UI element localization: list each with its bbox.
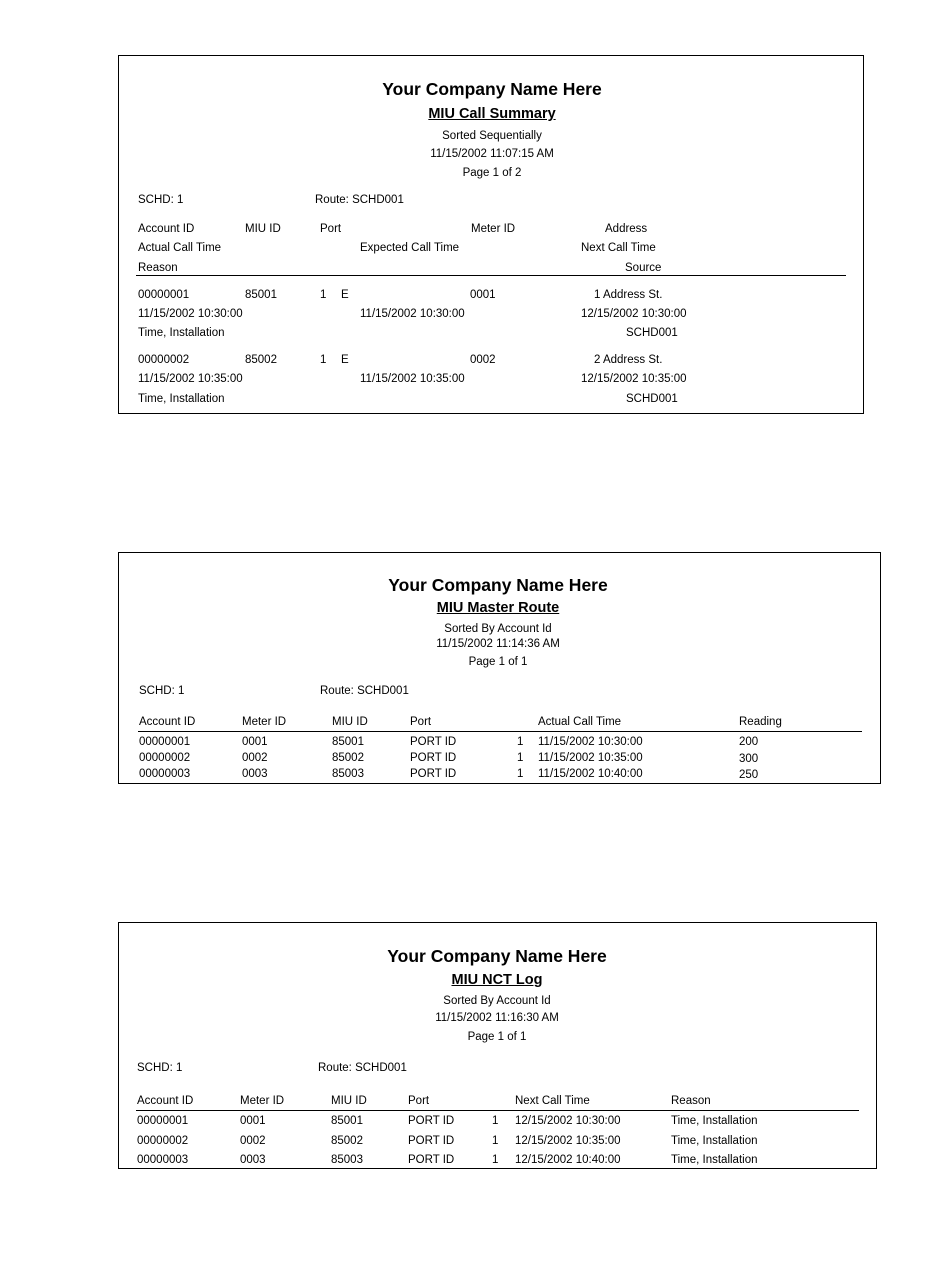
meter-id: 0002 bbox=[240, 1135, 266, 1147]
port-number: 1 bbox=[320, 354, 327, 366]
report-datetime: 11/15/2002 11:14:36 AM bbox=[436, 638, 560, 650]
account-id: 00000001 bbox=[137, 1115, 189, 1127]
page-number: Page 1 of 1 bbox=[467, 1031, 527, 1043]
next-call-time: 12/15/2002 10:40:00 bbox=[515, 1154, 621, 1166]
next-call-time: 12/15/2002 10:30:00 bbox=[581, 308, 687, 320]
header-reading: Reading bbox=[739, 716, 782, 728]
header-meter-id: Meter ID bbox=[240, 1095, 285, 1107]
port-number: 1 bbox=[517, 752, 524, 764]
actual-call-time: 11/15/2002 10:35:00 bbox=[138, 373, 243, 385]
actual-call-time: 11/15/2002 10:30:00 bbox=[538, 736, 643, 748]
header-account-id: Account ID bbox=[138, 223, 195, 235]
report-datetime: 11/15/2002 11:16:30 AM bbox=[435, 1012, 559, 1024]
header-port: Port bbox=[410, 716, 432, 728]
reason: Time, Installation bbox=[138, 393, 225, 405]
header-divider bbox=[136, 1110, 859, 1111]
account-id: 00000001 bbox=[139, 736, 191, 748]
port-number: 1 bbox=[492, 1115, 499, 1127]
route-label: Route: SCHD001 bbox=[318, 1062, 407, 1074]
actual-call-time: 11/15/2002 10:30:00 bbox=[138, 308, 243, 320]
schd-label: SCHD: 1 bbox=[138, 194, 184, 206]
header-divider bbox=[138, 731, 862, 732]
header-meter-id: Meter ID bbox=[242, 716, 287, 728]
next-call-time: 12/15/2002 10:35:00 bbox=[515, 1135, 621, 1147]
port-number: 1 bbox=[517, 768, 524, 780]
meter-id: 0003 bbox=[240, 1154, 266, 1166]
miu-nct-log-report bbox=[118, 922, 877, 1169]
miu-call-summary-report bbox=[118, 55, 864, 414]
reason: Time, Installation bbox=[138, 327, 225, 339]
next-call-time: 12/15/2002 10:35:00 bbox=[581, 373, 687, 385]
address: 2 Address St. bbox=[594, 354, 663, 366]
meter-id: 0002 bbox=[242, 752, 268, 764]
header-miu-id: MIU ID bbox=[331, 1095, 367, 1107]
header-divider bbox=[136, 275, 846, 276]
port: PORT ID bbox=[410, 752, 457, 764]
header-port: Port bbox=[408, 1095, 430, 1107]
page-number: Page 1 of 2 bbox=[462, 167, 522, 179]
port-number: 1 bbox=[492, 1135, 499, 1147]
reason: Time, Installation bbox=[671, 1154, 758, 1166]
miu-master-route-report bbox=[118, 552, 881, 784]
meter-id: 0001 bbox=[242, 736, 268, 748]
header-account-id: Account ID bbox=[137, 1095, 194, 1107]
meter-id: 0003 bbox=[242, 768, 268, 780]
schd-label: SCHD: 1 bbox=[139, 685, 185, 697]
sort-order: Sorted By Account Id bbox=[443, 995, 551, 1007]
sort-order: Sorted Sequentially bbox=[442, 130, 542, 142]
miu-id: 85002 bbox=[332, 752, 364, 764]
port: PORT ID bbox=[408, 1154, 455, 1166]
account-id: 00000002 bbox=[138, 354, 190, 366]
company-name: Your Company Name Here bbox=[388, 575, 608, 595]
account-id: 00000003 bbox=[139, 768, 191, 780]
meter-id: 0001 bbox=[470, 289, 496, 301]
port-number: 1 bbox=[492, 1154, 499, 1166]
reason: Time, Installation bbox=[671, 1115, 758, 1127]
port: PORT ID bbox=[408, 1115, 455, 1127]
miu-id: 85001 bbox=[332, 736, 364, 748]
report-title: MIU Call Summary bbox=[428, 106, 556, 122]
port: PORT ID bbox=[410, 736, 457, 748]
header-reason: Reason bbox=[138, 262, 178, 274]
route-label: Route: SCHD001 bbox=[315, 194, 404, 206]
company-name: Your Company Name Here bbox=[387, 946, 607, 966]
header-meter-id: Meter ID bbox=[471, 223, 516, 235]
port-type: E bbox=[341, 354, 349, 366]
next-call-time: 12/15/2002 10:30:00 bbox=[515, 1115, 621, 1127]
port: PORT ID bbox=[410, 768, 457, 780]
header-miu-id: MIU ID bbox=[332, 716, 368, 728]
header-actual-call-time: Actual Call Time bbox=[138, 242, 222, 254]
account-id: 00000003 bbox=[137, 1154, 189, 1166]
header-actual-call-time: Actual Call Time bbox=[538, 716, 622, 728]
port: PORT ID bbox=[408, 1135, 455, 1147]
header-miu-id: MIU ID bbox=[245, 223, 281, 235]
header-source: Source bbox=[625, 262, 662, 274]
miu-id: 85003 bbox=[332, 768, 364, 780]
company-name: Your Company Name Here bbox=[382, 79, 602, 99]
reading: 200 bbox=[739, 736, 759, 748]
account-id: 00000002 bbox=[137, 1135, 189, 1147]
miu-id: 85003 bbox=[331, 1154, 363, 1166]
reading: 300 bbox=[739, 753, 759, 765]
reason: Time, Installation bbox=[671, 1135, 758, 1147]
meter-id: 0001 bbox=[240, 1115, 266, 1127]
report-title: MIU NCT Log bbox=[451, 972, 543, 988]
port-number: 1 bbox=[320, 289, 327, 301]
header-reason: Reason bbox=[671, 1095, 711, 1107]
header-port: Port bbox=[320, 223, 342, 235]
port-type: E bbox=[341, 289, 349, 301]
address: 1 Address St. bbox=[594, 289, 663, 301]
miu-id: 85002 bbox=[245, 354, 277, 366]
account-id: 00000002 bbox=[139, 752, 191, 764]
report-title: MIU Master Route bbox=[436, 600, 560, 616]
source: SCHD001 bbox=[626, 393, 678, 405]
header-address: Address bbox=[605, 223, 648, 235]
meter-id: 0002 bbox=[470, 354, 496, 366]
header-account-id: Account ID bbox=[139, 716, 196, 728]
page-number: Page 1 of 1 bbox=[468, 656, 528, 668]
reading: 250 bbox=[739, 769, 759, 781]
header-expected-call-time: Expected Call Time bbox=[360, 242, 460, 254]
miu-id: 85001 bbox=[331, 1115, 363, 1127]
actual-call-time: 11/15/2002 10:35:00 bbox=[538, 752, 643, 764]
miu-id: 85001 bbox=[245, 289, 277, 301]
sort-order: Sorted By Account Id bbox=[444, 623, 552, 635]
account-id: 00000001 bbox=[138, 289, 190, 301]
header-next-call-time: Next Call Time bbox=[515, 1095, 590, 1107]
schd-label: SCHD: 1 bbox=[137, 1062, 183, 1074]
miu-id: 85002 bbox=[331, 1135, 363, 1147]
header-next-call-time: Next Call Time bbox=[581, 242, 656, 254]
report-datetime: 11/15/2002 11:07:15 AM bbox=[430, 148, 554, 160]
source: SCHD001 bbox=[626, 327, 678, 339]
actual-call-time: 11/15/2002 10:40:00 bbox=[538, 768, 643, 780]
expected-call-time: 11/15/2002 10:35:00 bbox=[360, 373, 465, 385]
expected-call-time: 11/15/2002 10:30:00 bbox=[360, 308, 465, 320]
port-number: 1 bbox=[517, 736, 524, 748]
route-label: Route: SCHD001 bbox=[320, 685, 409, 697]
